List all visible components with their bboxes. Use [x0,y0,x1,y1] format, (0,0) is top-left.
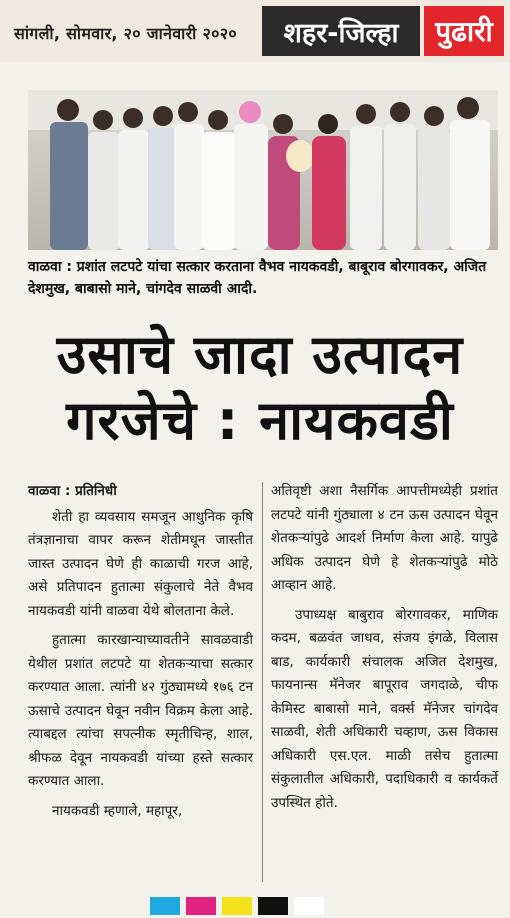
dateline: सांगली, सोमवार, २० जानेवारी २०२० [14,24,237,43]
color-swatch [186,897,216,915]
photo-caption: वाळवा : प्रशांत लटपटे यांचा सत्कार करताना वैभव नायकवडी, बाबूराव बोरगावकर, अजित देशमुख, बाबासो माने, चांगदेव साळवी आदी. [28,259,487,297]
brand-logo: पुढारी [424,6,504,56]
color-swatch [150,897,180,915]
paragraph: नायकवडी म्हणाले, महापूर, [52,802,183,819]
article-column-2 [271,480,498,821]
section-label: शहर-जिल्हा [262,6,420,56]
paragraph: शेती हा व्यवसाय समजून आधुनिक कृषि तंत्रज्ञानाचा वापर करून शेतीमधून जास्तीत जास्त उत्पादन घेणे ही काळाची गरज आहे, असे प्रतिपादन हुतात्मा संकुलाचे नेते वैभव नायकवडी यांनी वाळवा येथे बोलताना केले. [28,508,253,619]
article-column-1 [28,480,253,829]
paragraph: अतिवृष्टी अशा नैसर्गिक आपत्तीमध्येही प्रशांत लटपटे यांनी गुंठ्याला ४ टन ऊस उत्पादन घेवून शेतकऱ्यांपुढे आदर्श निर्माण केला आहे. यापुढे अधिक उत्पादन घेणे हे शेतकऱ्यांपुढे मोठे आव्हान आहे. [271,483,498,593]
article-headline [20,322,500,454]
column-divider [262,482,263,882]
news-photo [28,90,498,250]
headline-line-1: उसाचे जादा उत्पादन [56,323,464,386]
group-photo-figure [28,90,498,250]
headline-line-2: गरजेचे : नायकवडी [66,389,454,452]
color-swatch [294,897,324,915]
masthead-strip [0,0,510,62]
print-color-marks [150,897,330,915]
color-swatch [258,897,288,915]
paragraph: हुतात्मा कारखान्याच्यावतीने सावळवाडी येथील प्रशांत लटपटे या शेतकऱ्याचा सत्कार करण्यात आला. त्यांनी ४२ गुंठ्यामध्ये १७६ टन ऊसाचे उत्पादन घेवून नवीन विक्रम केला आहे. त्याबद्दल त्यांचा सपत्नीक स्मृतीचिन्ह, शाल, श्रीफळ देवून नायकवडी यांच्या हस्ते सत्कार करण्यात आला. [28,632,253,789]
byline: वाळवा : प्रतिनिधी [28,483,117,499]
color-swatch [222,897,252,915]
paragraph: उपाध्यक्ष बाबुराव बोरगावकर, माणिक कदम, बळवंत जाधव, संजय इंगळे, विलास बाड, कार्यकारी संचालक अजित देशमुख, फायनान्स मॅनेजर बापूराव जगदाळे, चीफ केमिस्ट बाबासो माने, वर्क्स मॅनेजर चांगदेव साळवी, शेती अधिकारी चव्हाण, ऊस विकास अधिकारी एस.एल. माळी तसेच हुतात्मा संकुलातील अधिकारी, पदाधिकारी व कार्यकर्ते उपस्थित होते. [271,606,498,811]
